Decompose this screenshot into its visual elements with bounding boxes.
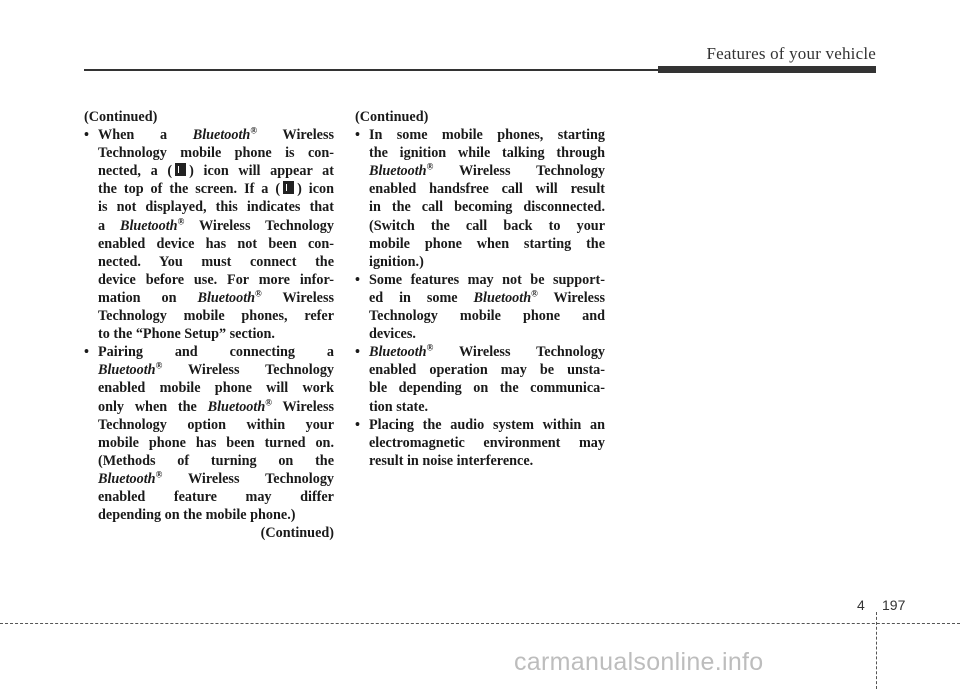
bullet-icon: • (355, 416, 360, 433)
bullet-item: • Pairing and connecting a Bluetooth® Wireless Technology enabled mobile phone will work only when the Bluetooth® Wireless Technology option within your mobile phone has been turned on. (Methods of turning on the Bluetooth® Wireless Technology enabled feature may differ depending on the mobile phone.) (84, 344, 335, 524)
footer-divider (876, 612, 877, 689)
page-number: 197 (882, 597, 906, 613)
continued-label: (Continued) (260, 525, 334, 542)
left-column (84, 108, 334, 542)
page-header-title: Features of your vehicle (706, 44, 876, 63)
bullet-icon: • (355, 344, 360, 361)
watermark: carmanualsonline.info (514, 648, 764, 676)
bullet-item: • In some mobile phones, starting the ignition while talking through Bluetooth® Wireless Technology enabled handsfree call will result in the call becoming disconnected. (Switch the call back to your mobile phone when starting the ignition.) (355, 127, 606, 270)
bullet-icon: • (355, 271, 360, 288)
continued-label: (Continued) (355, 109, 429, 125)
header-rule (84, 69, 660, 71)
right-column (355, 108, 605, 470)
chapter-number: 4 (857, 597, 865, 613)
bullet-item: • When a Bluetooth® Wireless Technology mobile phone is con- nected, a ( ) icon will appear at the top of the screen. If a ( ) icon is not displayed, this indicates that a Bluetooth® Wireless Technology enabled device has not been con- nected. You must connect the device before use. For more infor- mation on Bluetooth® Wireless Technology mobile phones, refer to the “Phone Setup” section. (84, 125, 335, 343)
continued-label: (Continued) (84, 109, 158, 125)
header-rule-accent (658, 66, 876, 73)
footer-rule (0, 623, 960, 624)
bullet-icon: • (84, 127, 89, 144)
bullet-icon: • (84, 344, 89, 361)
bullet-item: • Placing the audio system within an electromagnetic environment may result in noise interference. (355, 416, 605, 469)
bullet-item: • Bluetooth® Wireless Technology enabled operation may be unsta- ble depending on the communica- tion state. (355, 342, 606, 415)
bluetooth-status-icon (175, 163, 186, 176)
bluetooth-status-icon (283, 181, 294, 194)
bullet-item: • Some features may not be support- ed in some Bluetooth® Wireless Technology mobile phone and devices. (355, 271, 606, 343)
bullet-icon: • (355, 127, 360, 144)
